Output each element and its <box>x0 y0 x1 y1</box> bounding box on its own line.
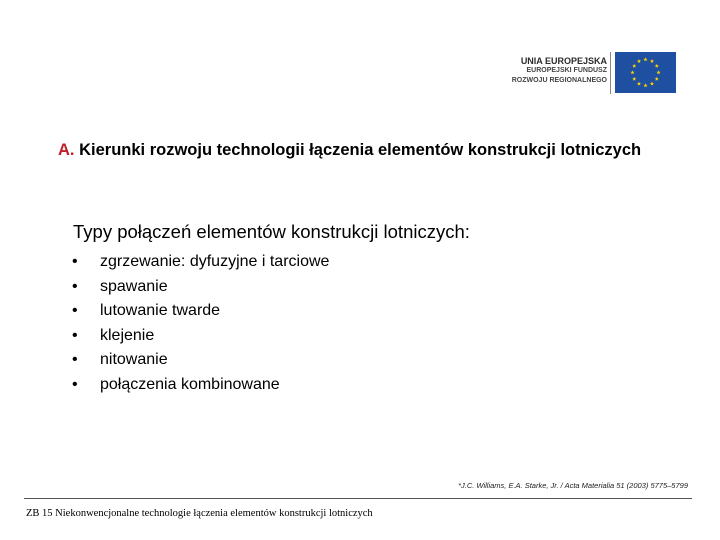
list-item-text: spawanie <box>100 277 168 295</box>
eu-star-icon <box>632 64 636 68</box>
subtitle: Typy połączeń elementów konstrukcji lotniczych: <box>73 221 470 242</box>
bullet: • <box>72 375 78 393</box>
list-item-text: nitowanie <box>100 351 168 368</box>
bullet: • <box>72 253 78 270</box>
bullet: • <box>72 326 78 344</box>
eu-stars-icon <box>615 52 676 93</box>
eu-logo-line1: UNIA EUROPEJSKA <box>520 56 607 66</box>
eu-star-icon <box>637 82 641 86</box>
list-item-text: zgrzewanie: dyfuzyjne i tarciowe <box>100 253 330 270</box>
eu-star-icon <box>632 77 636 81</box>
eu-star-icon <box>650 59 654 63</box>
eu-logo-divider <box>610 52 611 94</box>
eu-star-icon <box>656 70 660 74</box>
eu-star-icon <box>650 82 654 86</box>
eu-star-icon <box>637 59 641 63</box>
eu-star-icon <box>655 64 659 68</box>
eu-star-icon <box>643 83 647 87</box>
eu-logo-text <box>508 56 607 86</box>
footer-divider <box>24 498 692 499</box>
eu-logo <box>508 52 670 94</box>
bullet: • <box>72 351 78 368</box>
reference-citation: *J.C. Williams, E.A. Starke, Jr. / Acta Materialia 51 (2003) 5775–5799 <box>458 481 688 490</box>
eu-star-icon <box>630 70 634 74</box>
eu-star-icon <box>655 77 659 81</box>
list-item-text: lutowanie twarde <box>100 302 221 319</box>
eu-star-icon <box>643 57 647 61</box>
eu-logo-line2: EUROPEJSKI FUNDUSZ <box>526 67 607 74</box>
title-prefix: A. <box>58 141 75 159</box>
slide-title <box>58 141 641 160</box>
list-item-text: połączenia kombinowane <box>100 375 280 393</box>
list-item-text: klejenie <box>100 326 155 344</box>
footer-text: ZB 15 Niekonwencjonalne technologie łączenia elementów konstrukcji lotniczych <box>26 508 373 519</box>
bullet: • <box>72 302 78 319</box>
eu-logo-line3: ROZWOJU REGIONALNEGO <box>511 77 607 84</box>
title-text: Kierunki rozwoju technologii łączenia elementów konstrukcji lotniczych <box>79 141 642 159</box>
bullet: • <box>72 277 78 295</box>
eu-flag-icon <box>615 52 676 93</box>
